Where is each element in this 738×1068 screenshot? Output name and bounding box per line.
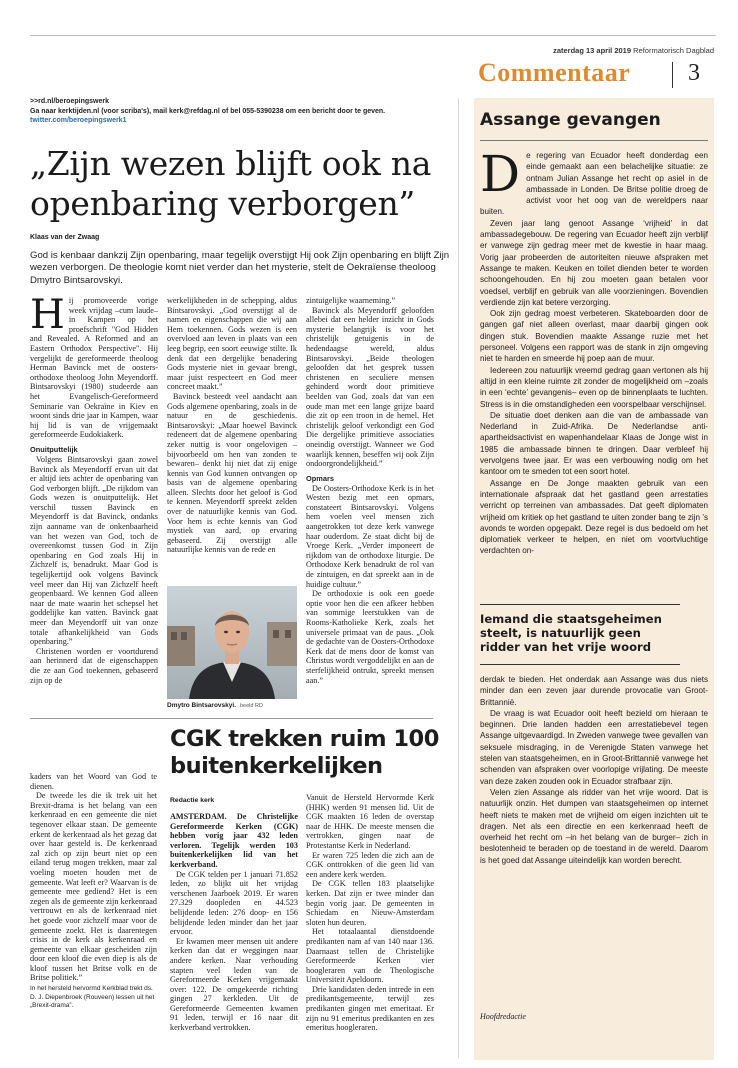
paragraph: Bavinck als Meyendorff geloofden allebei dat een helder inzicht in Gods mysterie belangrijk is voor het christelijk getuigenis in de hedendaagse wereld, aldus Bintsarovskyi. „Beide theologen geloofden dat het gesprek tussen christenen en seculiere mensen gehinderd wordt door primitieve beelden van God, zoals dat van een oude man met een lange grijze baard die zit op een troon in de hemel. Het christelijk geloof verkondigt een God Die dergelijke primitieve associaties oneindig overstijgt. Wanneer we God waarlijk kennen, beseffen wij ook Zijn ondoorgrondelijkheid.” <box>306 305 434 469</box>
paragraph: Vanuit de Hersteld Hervormde Kerk (HHK) werden 91 mensen lid. Uit de CGK maakten 16 leden de overstap naar de HHK. De meeste mensen die vertrokken, gingen naar de Protestantse Kerk in Nederland. <box>306 793 434 850</box>
paragraph: De situatie doet denken aan die van de ambassade van Nederland in Zuid-Afrika. De Nederlandse anti-apartheidsactivist en wapenhandelaar Klaas de Jonge wist in 1985 die ambassade binnen te dringen. Daar verbleef hij vervolgens twee jaar. Er was een verbouwing nodig om het kantoor om te smeden tot een soort hotel. <box>480 410 708 477</box>
paragraph: Het totaalaantal dienstdoende predikanten nam af van 140 naar 136. Daarnaast tellen de Christelijke Gereformeerde Kerken vier hoogleraren van de Theologische Universiteit Apeldoorn. <box>306 927 434 985</box>
paragraph: ij promoveerde vorige week vrijdag –cum laude– in Kampen op het proefschrift "God Hidden and Revealed. A Reformed and an Eastern Orthodox Perspective". Hij vergelijkt de gereformeerde theoloog Herman Bavinck met de oosters-orthodoxe theoloog John Meyendorff. Bintsarovskyi (1980) studeerde aan het Evangelisch-Gereformeerd Seminarie van Oekraïne in Kiev en woont sinds drie jaar in Kampen, waar hij lid is van de vrijgemaakt gereformeerde Eudokiakerk. <box>30 296 158 440</box>
source-caption: In het hersteld hervormd Kerkblad trekt ds. D. J. Diepenbroek (Rouveen) lessen uit het „Brexit-drama”. <box>30 985 155 1010</box>
commentary-column-bottom <box>480 674 708 866</box>
pull-quote: Iemand die staatsgeheimen steelt, is natuurlijk geen ridder van het vrije woord <box>480 612 662 654</box>
article-byline: Klaas van der Zwaag <box>30 234 100 241</box>
drop-cap: H <box>30 292 65 338</box>
quoted-column <box>30 772 157 1011</box>
header-rule <box>30 35 716 36</box>
portrait-photo <box>167 586 297 699</box>
section-title: Commentaar <box>478 58 631 87</box>
page-number: 3 <box>688 60 700 86</box>
info-text: Ga naar kerktijden.nl (voor scriba's), mail kerk@refdag.nl of bel 055-5390238 om een bericht door te geven. <box>30 107 386 115</box>
paragraph: De CGK tellen 183 plaatselijke kerken. Dat zijn er twee minder dan begin vorig jaar. De gemeenten in Schiedam en Nieuw-Amsterdam sloten hun deuren. <box>306 879 434 927</box>
subheading: Opmars <box>306 473 334 483</box>
twitter-link[interactable]: twitter.com/beroepingswerk1 <box>30 117 127 124</box>
paragraph: De CGK telden per 1 januari 71.852 leden, zo blijkt uit het vrijdag verschenen Jaarboek 2019. Er waren 27.329 doopleden en 44.523 belijdende leden: 276 doop- en 156 belijdende leden minder dan het jaar ervoor. <box>170 869 298 937</box>
paragraph: Ook zijn gedrag moest verbeteren. Skateboarden door de gangen gaf niet alleen overlast, maar daarbij gingen ook dingen stuk. Bovendien maakte Assange ruzie met het personeel. Volgens een rapport was de stank in zijn omgeving niet te harden en smeerde hij poep aan de muur. <box>480 309 708 364</box>
commentary-column-top <box>480 145 708 557</box>
commentary-signature: Hoofdredactie <box>480 1012 526 1021</box>
paragraph: Zeven jaar lang genoot Assange ‘vrijheid’ in dat ambassadegebouw. De regering van Ecuador heeft zijn verblijf er vanwege zijn gedrag meer met de kwestie in haar maag. Vorig jaar probeerden de autoriteiten nieuwe afspraken met Assange te maken. Keuken en toilet dienden beter te worden schoongehouden. En hij zou moeten gaan betalen voor voedsel, verblijf en gebruik van alle voorzieningen. Bovendien verdiende zijn kat betere verzorging. <box>480 218 708 307</box>
paragraph: Iedereen zou natuurlijk vreemd gedrag gaan vertonen als hij altijd in een kleine ruimte zit zonder de mogelijkheid om –zoals in een ‘echte’ gevangenis– even op de binnenplaats te luchten. Stress is in die omstandigheden een voorspelbaar verschijnsel. <box>480 365 708 409</box>
paragraph: Assange en De Jonge maakten gebruik van een internationale afspraak dat het gastland geen arrestaties verricht op terreinen van ambassades. Dat geeft diplomaten vrijheid om kritiek op het gastland te uiten zonder bang te zijn ’s avonds te worden opgepakt. Deze regel is dus bedoeld om het diplomatiek verkeer te helpen, en niet om voortvluchtige verdachten on- <box>480 478 708 556</box>
cgk-column-1 <box>170 812 298 1033</box>
paragraph: kaders van het Woord van God te dienen. <box>30 772 157 791</box>
paragraph: De orthodoxie is ook een goede optie voor hen die een afkeer hebben van sommige leerstukken van de Rooms-Katholieke Kerk, zoals het universele primaat van de paus. „Ook de gedachte van de Oosters-Orthodoxe Kerk dat de mens door de komst van Christus wordt vergoddelijkt en aan de sterfelijkheid ontrukt, spreekt mensen aan.” <box>306 589 434 685</box>
paragraph: Volgens Bintsarovskyi gaan zowel Bavinck als Meyendorff ervan uit dat er altijd iets achter de openbaring van God verborgen blijft. „De rijkdom van Gods wezen is onuitputtelijk. Het verschil tussen Bavinck en Meyendorff is dat Bavinck, ondanks zijn aanname van de onkenbaarheid van het wezen van God, toch de overeenkomst tussen God in Zijn openbaring en God zoals Hij in Zichzelf is, benadrukt. Maar God is tegelijkertijd ook volgens Bavinck veel meer dan Hij van Zichzelf heeft geopenbaard. We kennen God alleen naar de mate waarin het schepsel het goddelijke kan vatten. Bavinck gaat meer dan Meyendorff uit van onze totale afhankelijkheid van Gods openbaring.” <box>30 454 158 647</box>
lead-paragraph: AMSTERDAM. De Christelijke Gereformeerde Kerken (CGK) hebben vorig jaar 432 leden verloren. Tegelijk werden 103 buitenkerkelijken lid van het kerkverband. <box>170 812 298 869</box>
portrait-illustration <box>167 586 297 699</box>
quote-rule-bottom <box>480 664 680 665</box>
photo-caption: Dmytro Bintsarovskyi. beeld RD <box>167 702 263 709</box>
info-block <box>30 97 460 126</box>
section-divider <box>30 718 433 719</box>
paragraph: derdak te bieden. Het onderdak aan Assange was dus niets minder dan een zeven jaar durende provocatie van Groot-Brittannië. <box>480 675 708 707</box>
commentary-title: Assange gevangen <box>480 110 661 130</box>
paragraph: e regering van Ecuador heeft donderdag een einde gemaakt aan een belachelijke situatie: ze ontnam Julian Assange het recht op asiel in de ambassade in Londen. De Britse politie droeg de activist voor het oog van de wereldpers naar buiten. <box>480 151 708 217</box>
article-column-1 <box>30 292 158 685</box>
article-headline: „Zijn wezen blijft ook na openbaring verborgen” <box>30 144 432 223</box>
article-column-3 <box>306 296 434 685</box>
drop-cap: D <box>480 145 521 203</box>
article-column-2 <box>167 296 297 555</box>
column-divider <box>458 98 459 1058</box>
paragraph: Velen zien Assange als ridder van het vrije woord. Dat is natuurlijk onzin. Het dumpen van staatsgeheimen op internet heeft niets te maken met de vrijheid om eigen inzichten uit te dragen. Net als een directie en een kerkenraad heeft de overheid het recht om –in het belang van de burger– zich in beslotenheid te beraden op de toestand in de wereld. Daarom is het goed dat Assange uiteindelijk kan worden berecht. <box>480 787 708 865</box>
commentary-rule <box>480 140 708 141</box>
section-separator <box>672 62 673 88</box>
paragraph: Drie kandidaten deden intrede in een predikantsgemeente, terwijl zes predikanten gingen met emeritaat. Er zijn nu 91 emeritus predikanten en zes emeritus hoogleraren. <box>306 984 434 1033</box>
paragraph: zintuigelijke waarneming.” <box>306 296 396 305</box>
paragraph: De vraag is wat Ecuador ooit heeft bezield om hieraan te beginnen. Drie landen hadden een arrestatiebevel tegen Assange uitgevaardigd. In Zweden vanwege twee gevallen van seksuele misdraging, in de Verenigde Staten vanwege het stelen van staatsgeheimen, en in Groot-Brittannië vanwege het schenden van afspraken over voorlopige vrijlating. De meeste van deze zaken zouden ook in Ecuador strafbaar zijn. <box>480 708 708 786</box>
cgk-column-2 <box>306 793 434 1033</box>
info-link[interactable]: >>rd.nl/beroepingswerk <box>30 98 109 105</box>
paragraph: Christenen worden er voortdurend aan herinnerd dat de eigenschappen die ze aan God toekennen, gebaseerd zijn op de <box>30 646 158 685</box>
cgk-headline: CGK trekken ruim 100 buitenkerkelijken <box>170 726 439 779</box>
paragraph: Bavinck besteedt veel aandacht aan Gods algemene openbaring, zoals in de natuur en de geschiedenis. Bintsarovskyi: „Maar hoewel Bavinck redeneert dat de algemene openbaring zeker nuttig is voor ongelovigen –bijvoorbeeld om hen van zonden te bewaren– denkt hij niet dat zij enige kennis van God kunnen ontvangen op basis van de algemene openbaring alleen. Slechts door het geloof is God te kennen. Meyendorff spreekt zelden over de natuurlijke kennis van God. Voor hem is echte kennis van God mystiek van aard, op ervaring gebaseerd. Zij overstijgt alle natuurlijke kennis van de rede en <box>167 391 297 555</box>
article-intro: God is kenbaar dankzij Zijn openbaring, maar tegelijk overstijgt Hij ook Zijn openbaring en blijft Zijn wezen verborgen. De theologie komt niet verder dan het mysterie, stelt de Oekraïense theoloog Dmytro Bintsarovskyi. <box>30 250 450 286</box>
paragraph: De tweede les die ik trek uit het Brexit-drama is het belang van een kerkenraad en een gemeente die niet tegenover elkaar staan. De gemeente erkent de kerkenraad als het gezag dat over haar gesteld is. De kerkenraad zal zich op zijn beurt niet op een eiland terug mogen trekken, maar zal voeling moeten houden met de gemeente. Wat leeft er? Waarvan is de gemeente mee gediend? Het is een zegen als de gemeente zijn kerkenraad vertrouwt en als de kerkenraad niet het goede voor zichzelf maar voor de gemeente zoekt. Het is daarentegen crisis in de kerk als kerkenraad en gemeente van elkaar gescheiden zijn door een kloof die even diep is als de kloof tussen het Britse volk en de Britse politiek.” <box>30 791 157 983</box>
quote-rule-top <box>480 604 680 605</box>
paragraph: Er waren 725 leden die zich aan de CGK onttrokken of die geen lid van een andere kerk werden. <box>306 850 434 879</box>
paragraph: Er kwamen meer mensen uit andere kerken dan dat er weggingen naar andere kerken. Naar verhouding stapten veel leden van de Gereformeerde Kerken vrijgemaakt over: 122. De omgekeerde richting gingen 27 kerkleden. Uit de Gereformeerde Gemeenten kwamen 91 leden, terwijl er 16 naar dit kerkverband vertrokken. <box>170 936 298 1033</box>
dateline: zaterdag 13 april 2019 Reformatorisch Dagblad <box>553 46 714 55</box>
subheading: Onuitputtelijk <box>30 444 78 454</box>
cgk-byline: Redactie kerk <box>170 797 215 804</box>
paragraph: De Oosters-Orthodoxe Kerk is in het Westen bezig met een opmars, constateert Bintsarovskyi. Volgens hem voelen veel mensen zich aangetrokken tot deze kerk vanwege haar ouderdom. Ze staat dicht bij de Vroege Kerk. „Verder imponeert de rijkdom van de orthodoxe liturgie. De Orthodoxe Kerk benadrukt de rol van de zintuigen, en dat spreekt aan in de huidige cultuur.” <box>306 483 434 589</box>
paragraph: werkelijkheden in de schepping, aldus Bintsarovskyi. „God overstijgt al de namen en eigenschappen die wij aan Hem toekennen. Gods wezen is een overvloed aan leven in plaats van een leeg begrip, een soort eeuwige stilte. Ik denk dat een dergelijke benadering Gods mysterie niet in gevaar brengt, maar juist respecteert en God meer concreet maakt.” <box>167 296 297 392</box>
